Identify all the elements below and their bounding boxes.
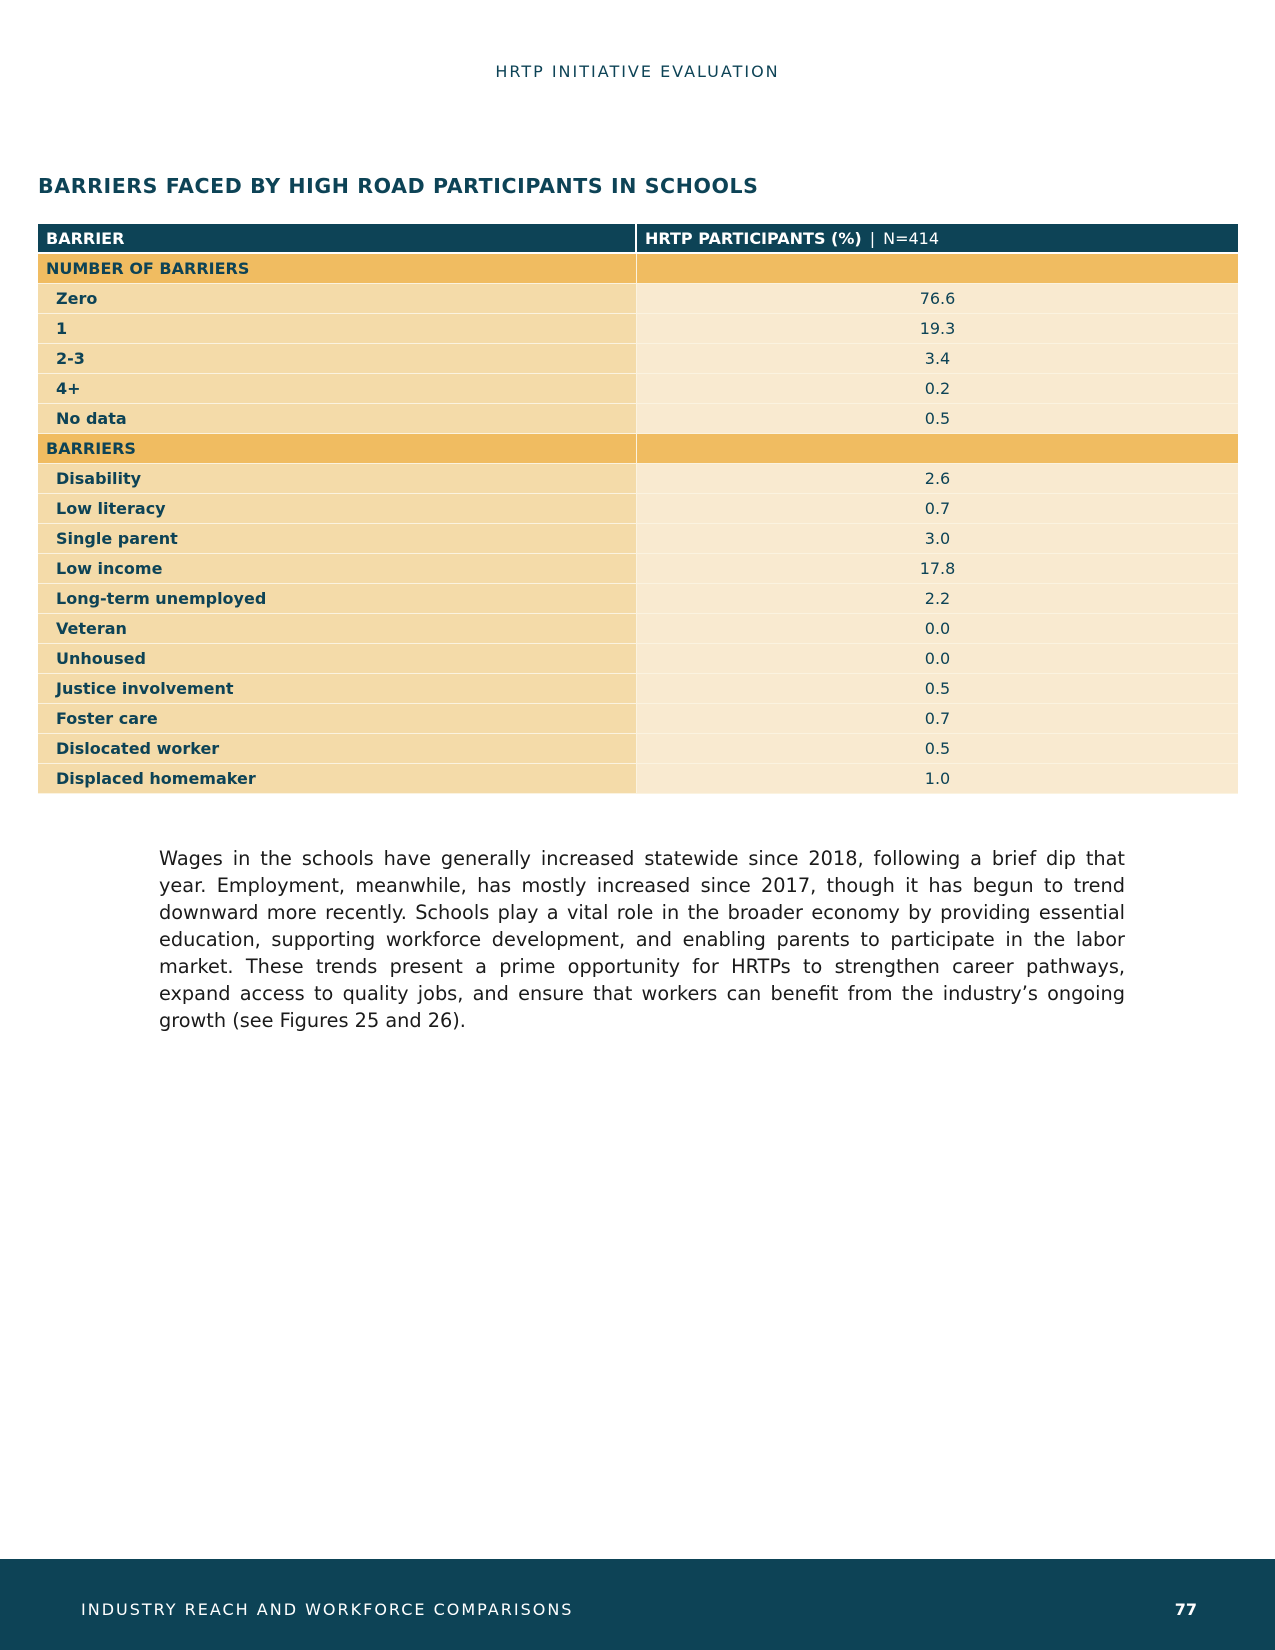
percent-value: 1.0 [637, 764, 1238, 793]
barrier-label: Dislocated worker [38, 734, 637, 763]
percent-value: 0.2 [637, 374, 1238, 403]
barrier-label: 2-3 [38, 344, 637, 373]
percent-value: 0.5 [637, 734, 1238, 763]
percent-value: 3.4 [637, 344, 1238, 373]
percent-value: 17.8 [637, 554, 1238, 583]
barrier-label: Disability [38, 464, 637, 493]
sample-size: N=414 [883, 228, 940, 248]
column-header-participants [637, 224, 1238, 252]
table-row [38, 494, 1238, 524]
table-row [38, 404, 1238, 434]
table-row [38, 314, 1238, 344]
barrier-label: 4+ [38, 374, 637, 403]
section-row-barriers [38, 434, 1238, 464]
table-title: BARRIERS FACED BY HIGH ROAD PARTICIPANTS IN SCHOOLS [38, 174, 759, 198]
table-row [38, 464, 1238, 494]
body-paragraph: Wages in the schools have generally increased statewide since 2018, following a brief dip that year. Employment, meanwhile, has mostly increased since 2017, though it has begun to trend downward more recently. Schools play a vital role in the broader economy by providing essential education, supporting workforce development, and enabling parents to participate in the labor market. These trends present a prime opportunity for HRTPs to strengthen career pathways, expand access to quality jobs, and ensure that workers can benefit from the industry’s ongoing growth (see Figures 25 and 26). [159, 847, 1125, 1033]
percent-value: 19.3 [637, 314, 1238, 343]
barrier-label: Veteran [38, 614, 637, 643]
footer-section-title: INDUSTRY REACH AND WORKFORCE COMPARISONS [81, 1600, 574, 1619]
running-header: HRTP INITIATIVE EVALUATION [495, 62, 780, 81]
table-row [38, 554, 1238, 584]
barrier-label: No data [38, 404, 637, 433]
section-label: BARRIERS [38, 434, 637, 463]
column-header-participants-label: HRTP PARTICIPANTS (%) [645, 228, 862, 248]
table-row [38, 524, 1238, 554]
barrier-label: Single parent [38, 524, 637, 553]
table-header-row [38, 224, 1238, 254]
table-row [38, 344, 1238, 374]
barriers-table [38, 224, 1238, 794]
table-row [38, 644, 1238, 674]
barrier-label: Foster care [38, 704, 637, 733]
table-row [38, 374, 1238, 404]
barrier-label: 1 [38, 314, 637, 343]
barrier-label: Displaced homemaker [38, 764, 637, 793]
percent-value: 0.5 [637, 674, 1238, 703]
page-number: 77 [1174, 1600, 1197, 1619]
percent-value: 2.6 [637, 464, 1238, 493]
percent-value: 0.0 [637, 644, 1238, 673]
percent-value: 0.5 [637, 404, 1238, 433]
table-row [38, 704, 1238, 734]
page-footer [0, 1559, 1275, 1650]
percent-value: 76.6 [637, 284, 1238, 313]
percent-value: 0.0 [637, 614, 1238, 643]
percent-value: 0.7 [637, 704, 1238, 733]
section-label: NUMBER OF BARRIERS [38, 254, 637, 283]
percent-value: 2.2 [637, 584, 1238, 613]
barrier-label: Low income [38, 554, 637, 583]
barrier-label: Long-term unemployed [38, 584, 637, 613]
section-row-number-of-barriers [38, 254, 1238, 284]
column-header-barrier: BARRIER [38, 224, 637, 252]
barrier-label: Zero [38, 284, 637, 313]
table-row [38, 614, 1238, 644]
barrier-label: Justice involvement [38, 674, 637, 703]
barrier-label: Low literacy [38, 494, 637, 523]
table-row [38, 584, 1238, 614]
percent-value: 3.0 [637, 524, 1238, 553]
barrier-label: Unhoused [38, 644, 637, 673]
table-row [38, 764, 1238, 794]
table-row [38, 734, 1238, 764]
column-header-separator: | [869, 228, 876, 248]
table-row [38, 284, 1238, 314]
table-row [38, 674, 1238, 704]
percent-value: 0.7 [637, 494, 1238, 523]
